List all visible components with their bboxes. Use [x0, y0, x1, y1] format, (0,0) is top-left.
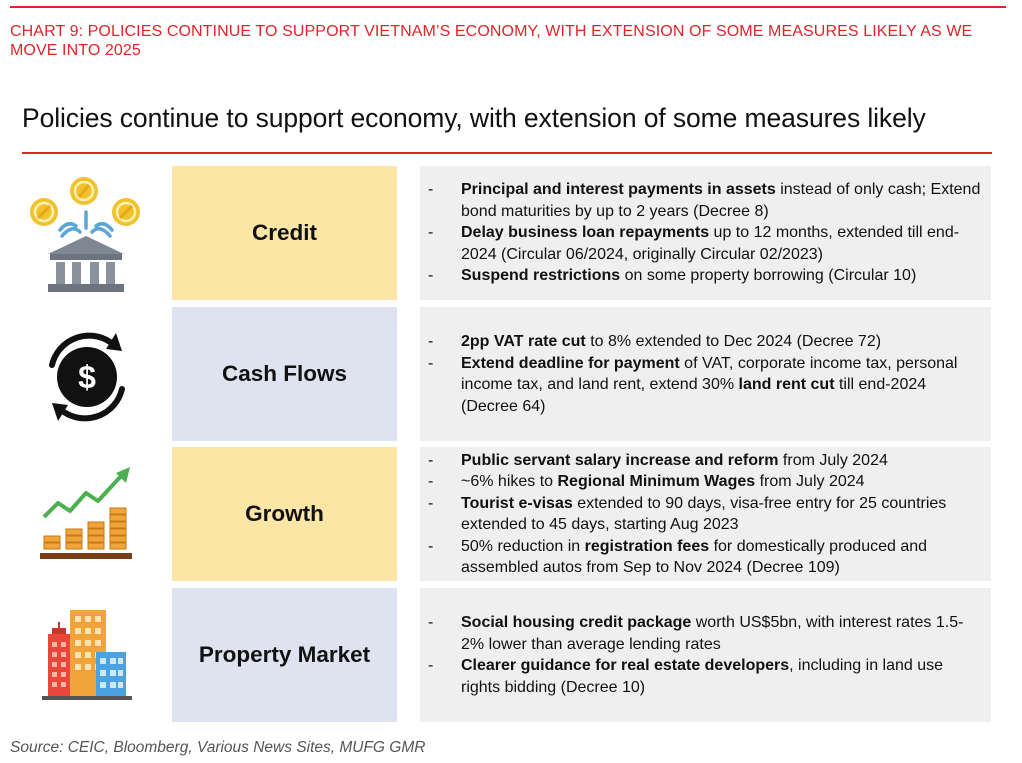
bullet-list: [428, 450, 985, 579]
bullet-text: up to 12 months, extended till end-2024 (Circular 06/2024, originally Circular 02/2023): [461, 224, 960, 263]
bullet-text: of VAT, corporate income tax, personal income tax, and land rent, extend 30%: [461, 354, 958, 393]
svg-text:$: $: [78, 359, 96, 395]
page-title: Policies continue to support economy, with extension of some measures likely: [22, 103, 926, 133]
source-note: Source: CEIC, Bloomberg, Various News Sites, MUFG GMR: [10, 739, 426, 756]
policy-description-property-market: [420, 588, 991, 722]
bullet-emphasis: Principal and interest payments in assets: [461, 181, 776, 199]
bullet-text: till end-2024 (Decree 64): [461, 376, 927, 415]
bullet-item: [428, 493, 985, 536]
policy-label-cash-flows: Cash Flows: [172, 307, 397, 441]
chart-heading: CHART 9: POLICIES CONTINUE TO SUPPORT VIETNAM’S ECONOMY, WITH EXTENSION OF SOME MEASURES LIKELY AS WE MOVE INTO 2025: [10, 23, 973, 59]
bullet-text: for domestically produced and assembled autos from Sep to Nov 2024 (Decree 109): [461, 537, 928, 576]
dollar-cycle-icon: [22, 307, 152, 441]
bullet-list: [428, 612, 985, 698]
buildings-icon: [22, 588, 152, 722]
bullet-text: extended to 90 days, visa-free entry for 25 countries extended to 45 days, starting Aug 2023: [461, 494, 947, 533]
bullet-text: 50% reduction in: [461, 537, 585, 555]
bullet-item: [428, 612, 985, 655]
policy-row-property-market: [0, 588, 1022, 722]
bullet-emphasis: Delay business loan repayments: [461, 224, 710, 242]
bullet-text: worth US$5bn, with interest rates 1.5-2% lower than average lending rates: [461, 614, 964, 653]
bullet-emphasis: Public servant salary increase and reform: [461, 451, 779, 469]
policy-description-credit: [420, 166, 991, 300]
bullet-text: from July 2024: [755, 473, 865, 490]
bullet-item: [428, 471, 985, 493]
bullet-list: [428, 179, 985, 287]
bullet-emphasis: Suspend restrictions: [461, 267, 621, 285]
bullet-emphasis: Tourist e-visas: [461, 494, 573, 512]
bullet-item: [428, 353, 985, 418]
bullet-item: [428, 655, 985, 698]
title-divider: [22, 152, 992, 154]
top-divider: [10, 6, 1006, 8]
bullet-emphasis: 2pp VAT rate cut: [461, 333, 586, 350]
policy-label-growth: Growth: [172, 447, 397, 581]
bullet-text: ~6% hikes to: [461, 473, 558, 490]
bullet-text: from July 2024: [778, 451, 888, 469]
bullet-emphasis: Extend deadline for payment: [461, 354, 680, 372]
bank-coins-icon: [22, 166, 152, 300]
bullet-list: [428, 331, 985, 417]
policy-row-credit: [0, 166, 1022, 300]
policy-description-growth: [420, 447, 991, 581]
bullet-item: [428, 179, 985, 222]
bullet-text: on some property borrowing (Circular 10): [620, 267, 917, 285]
policy-label-credit: Credit: [172, 166, 397, 300]
policy-row-growth: [0, 447, 1022, 581]
policy-label-property-market: Property Market: [172, 588, 397, 722]
bullet-emphasis: Clearer guidance for real estate developers: [461, 657, 790, 674]
bullet-item: [428, 331, 985, 353]
growth-coins-icon: [22, 447, 152, 581]
bullet-emphasis: land rent cut: [738, 376, 835, 393]
bullet-text: instead of only cash; Extend bond maturities by up to 2 years (Decree 8): [461, 181, 981, 220]
bullet-item: [428, 536, 985, 579]
bullet-emphasis: Regional Minimum Wages: [557, 473, 756, 490]
bullet-item: [428, 450, 985, 472]
bullet-item: [428, 222, 985, 265]
bullet-item: [428, 265, 985, 287]
bullet-text: , including in land use rights bidding (Decree 10): [461, 657, 944, 696]
bullet-emphasis: Social housing credit package: [461, 614, 692, 631]
policy-description-cash-flows: [420, 307, 991, 441]
bullet-text: to 8% extended to Dec 2024 (Decree 72): [585, 333, 882, 350]
bullet-emphasis: registration fees: [584, 537, 710, 555]
policy-row-cash-flows: [0, 307, 1022, 441]
